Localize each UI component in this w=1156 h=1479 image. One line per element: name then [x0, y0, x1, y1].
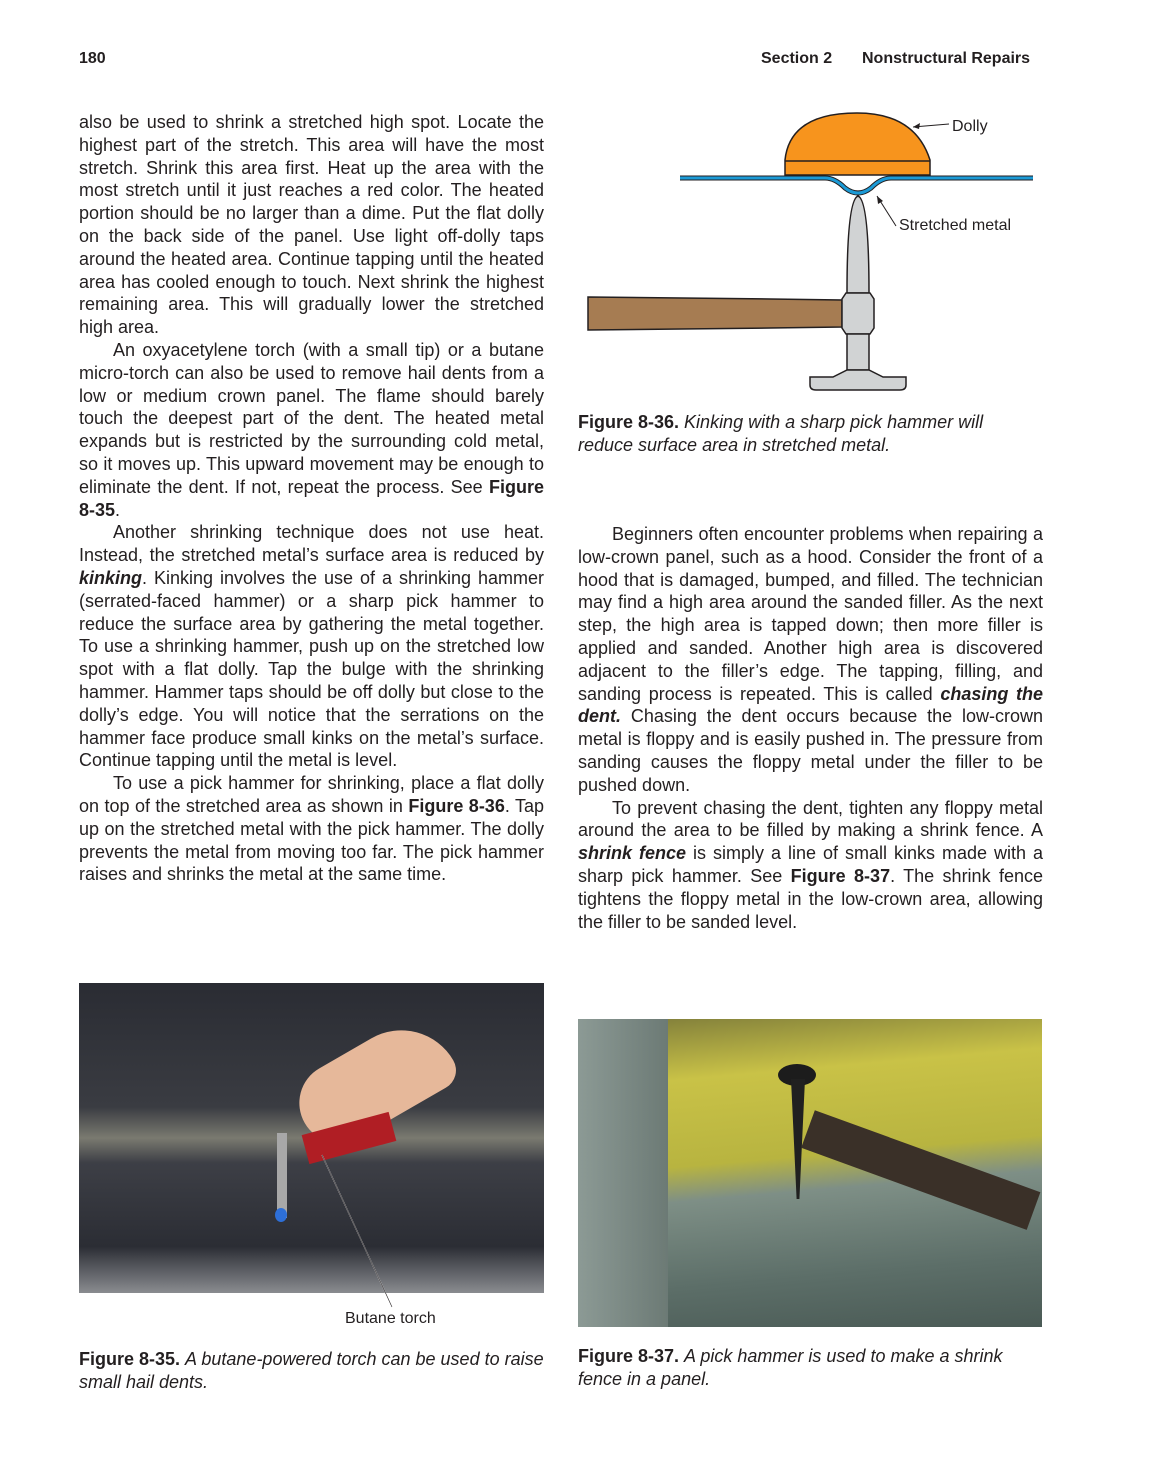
key-term: Figure 8-35: [79, 476, 544, 520]
hammer-shaft: [847, 334, 869, 370]
key-term: chasing the dent.: [578, 683, 1043, 727]
arrow-icon: [913, 123, 920, 129]
arrow-icon: [877, 196, 883, 204]
section-title: Nonstructural Repairs: [862, 50, 1031, 67]
paragraph: [79, 521, 544, 772]
hammer-handle: [588, 297, 842, 330]
pick-hammer: [791, 1079, 805, 1199]
figure-8-37-photo: [578, 1019, 1042, 1327]
paragraph: [578, 523, 1043, 797]
paragraph: [79, 772, 544, 886]
key-term: Figure 8-36: [408, 795, 505, 816]
text-run: . Tap up on the stretched metal with the pick hammer. The dolly prevents the metal from moving too far. The pick hammer raises and shrinks the metal at the same time.: [79, 795, 545, 885]
hammer-pick: [847, 196, 869, 293]
section-label: Section 2: [761, 50, 833, 67]
text-run: also be used to shrink a stretched high spot. Locate the highest part of the stretch. This area will have the most stretch. Shrink this area first. Heat up the area with the most stretch until it just reaches a red color. The heated portion should be no larger than a dime. Put the flat dolly on the back side of the panel. Use light off-dolly taps around the heated area. Continue tapping until the heated area has cooled enough to touch. Next shrink the highest remaining area. This will gradually lower the stretched high area.: [79, 112, 544, 338]
figure-8-35-caption: [79, 1348, 544, 1394]
figure-8-35-photo: [79, 983, 544, 1293]
figure-caption-text: A pick hammer is used to make a shrink fence in a panel.: [578, 1346, 1003, 1389]
hammer-face: [810, 370, 906, 390]
figure-8-37-caption: [578, 1345, 1043, 1391]
dolly-shape: [785, 113, 930, 175]
paragraph: [578, 797, 1043, 934]
key-term: kinking: [79, 567, 143, 588]
page-number: 180: [79, 50, 106, 67]
text-run: . Kinking involves the use of a shrinking hammer (serrated-faced hammer) or a sharp pick hammer to reduce the surface area by gathering the metal together. To use a shrinking hammer, push up on the stretched low spot with a flat dolly. Tap the bulge with the shrinking hammer. Hammer taps should be off dolly but close to the dolly’s edge. You will notice that the serrations on the hammer face produce small kinks on the metal’s surface. Continue tapping until the metal is level.: [79, 567, 544, 771]
figure-caption-text: Kinking with a sharp pick hammer will reduce surface area in stretched metal.: [578, 412, 984, 455]
text-run: Another shrinking technique does not use heat. Instead, the stretched metal’s surface area is reduced by: [79, 522, 544, 566]
butane-torch-callout: Butane torch: [345, 1310, 436, 1327]
flame: [275, 1208, 287, 1222]
panel-edge: [578, 1019, 668, 1327]
stretched-metal-callout: Stretched metal: [899, 217, 1012, 234]
hammer-collar: [842, 293, 874, 334]
dolly-callout: Dolly: [952, 118, 988, 135]
figure-8-36-diagram: [0, 0, 1156, 400]
text-run: is simply a line of small kinks made with a sharp pick hammer. See: [578, 843, 1043, 886]
figure-label: Figure 8-35.: [79, 1349, 181, 1369]
figure-label: Figure 8-37.: [578, 1346, 680, 1366]
text-run: Chasing the dent occurs because the low-crown metal is floppy and is easily pushed in. The pressure from sanding causes the floppy metal under the filler to be pushed down.: [578, 706, 1043, 795]
stretched-metal-sheet: [680, 178, 1033, 193]
figure-caption-text: A butane-powered torch can be used to raise small hail dents.: [79, 1349, 544, 1392]
text-run: .: [115, 499, 121, 520]
torch-nozzle: [277, 1133, 287, 1218]
key-term: shrink fence: [578, 843, 687, 864]
right-column-text: [578, 523, 1043, 933]
key-term: Figure 8-37: [790, 865, 891, 886]
text-run: . The shrink fence tightens the floppy metal in the low-crown area, allowing the filler to be sanded level.: [578, 865, 1043, 932]
figure-8-36-caption: [578, 411, 1043, 457]
text-run: To prevent chasing the dent, tighten any floppy metal around the area to be filled by making a shrink fence. A: [578, 797, 1043, 841]
figure-label: Figure 8-36.: [578, 412, 680, 432]
text-run: Beginners often encounter problems when repairing a low-crown panel, such as a hood. Consider the front of a hood that is damaged, bumped, and filled. The technician may find a high area around the sanded filler. As the next step, the high area is tapped down; then more filler is applied and sanded. Another high area is discovered adjacent to the filler’s edge. The tapping, filling, and sanding process is repeated. This is called: [578, 524, 1043, 704]
text-run: To use a pick hammer for shrinking, place a flat dolly on top of the stretched area as shown in: [79, 773, 544, 816]
text-run: An oxyacetylene torch (with a small tip) or a butane micro-torch can also be used to remove hail dents from a low or medium crown panel. The flame should barely touch the deepest part of the dent. The heated metal expands but is restricted by the surrounding cold metal, so it moves up. This upward movement may be enough to eliminate the dent. If not, repeat the process. See: [79, 339, 544, 497]
hammer-handle-photo: [801, 1110, 1040, 1230]
